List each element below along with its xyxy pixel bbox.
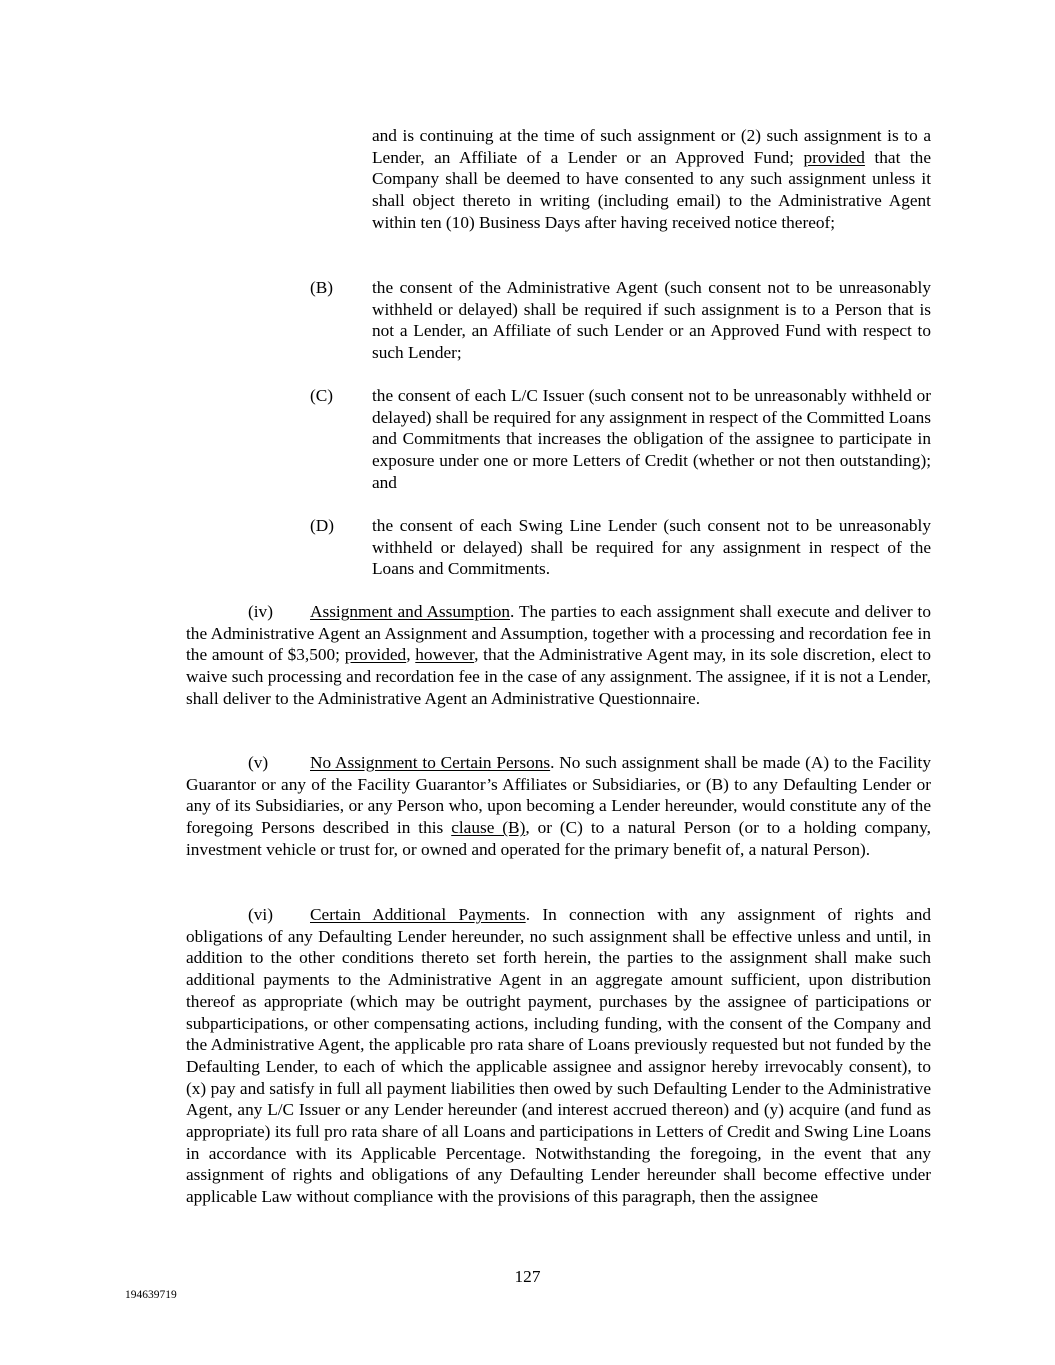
clause-reference: clause (B)	[451, 818, 526, 838]
section-text: , that the Administrative Agent may, in its sole discretion, elect to waive such processing and recordation fee in the case of any assignment. The assignee, if it is not a Lender, shall deliver to the Administrative Agent an Administrative Questionnaire.	[186, 645, 931, 708]
clause-label: (B)	[310, 278, 334, 297]
section-vi-paragraph	[186, 904, 931, 1208]
continuation-text-2: that the Company shall be deemed to have consented to any such assignment unless it shall object thereto in writing (including email) to the Administrative Agent within ten (10) Business Days after having received notice thereof;	[372, 147, 931, 232]
section-v-paragraph	[186, 752, 931, 861]
section-number: (v)	[248, 753, 269, 772]
section-text: . No such assignment shall be made (A) to the Facility Guarantor or any of the Facility Guarantor’s Affiliates or Subsidiaries, or (B) to any Defaulting Lender or any of its Subsidiaries, or any Person who, upon becoming a Lender hereunder, would constitute any of the foregoing Persons described in this	[186, 753, 931, 838]
section-text: , or (C) to a natural Person (or to a holding company, investment vehicle or trust for, or owned and operated for the primary benefit of, a natural Person).	[186, 818, 931, 859]
section-text: . The parties to each assignment shall execute and deliver to the Administrative Agent an Assignment and Assumption, together with a processing and recordation fee in the amount of $3,500;	[186, 602, 931, 665]
section-number: (iv)	[248, 602, 273, 621]
clause-label: (C)	[310, 386, 334, 405]
continuation-text: and is continuing at the time of such assignment or (2) such assignment is to a Lender, an Affiliate of a Lender or an Approved Fund;	[372, 126, 931, 167]
section-number: (vi)	[248, 905, 273, 924]
section-heading: No Assignment to Certain Persons	[310, 753, 551, 772]
section-heading: Assignment and Assumption	[310, 602, 510, 621]
section-text: . In connection with any assignment of rights and obligations of any Defaulting Lender hereunder, no such assignment shall be effective unless and until, in addition to the other conditions thereto set forth herein, the parties to the assignment shall make such additional payments to the Administrative Agent in an aggregate amount sufficient, upon distribution thereof as appropriate (which may be outright payment, purchases by the assignee of participations or subparticipations, or other compensating actions, including funding, with the consent of the Company and the Administrative Agent, the applicable pro rata share of Loans previously requested but not funded by the Defaulting Lender, to each of which the applicable assignee and assignor hereby irrevocably consent), to (x) pay and satisfy in full all payment liabilities then owed by such Defaulting Lender to the Administrative Agent, any L/C Issuer or any Lender hereunder (and interest accrued thereon) and (y) acquire (and fund as appropriate) its full pro rata share of all Loans and participations in Letters of Credit and Swing Line Loans in accordance with its Applicable Percentage. Notwithstanding the foregoing, in the event that any assignment of rights and obligations of any Defaulting Lender hereunder shall become effective under applicable Law without compliance with the provisions of this paragraph, then the assignee	[186, 905, 931, 1207]
section-iv-paragraph	[186, 601, 931, 710]
provided-term: provided	[803, 147, 865, 167]
clause-label: (D)	[310, 516, 334, 535]
however-term: however	[415, 645, 475, 665]
clause-text: the consent of the Administrative Agent (such consent not to be unreasonably withheld or delayed) shall be required if such assignment is to a Person that is not a Lender, an Affiliate of such Lender or an Approved Fund with respect to such Lender;	[372, 278, 931, 363]
continuation-paragraph	[372, 125, 931, 234]
page-number: 127	[514, 1267, 541, 1286]
document-id: 194639719	[125, 1289, 177, 1301]
clause-text: the consent of each L/C Issuer (such consent not to be unreasonably withheld or delayed) shall be required for any assignment in respect of the Committed Loans and Commitments that increases the obligation of the assignee to participate in exposure under one or more Letters of Credit (whether or not then outstanding); and	[372, 386, 931, 492]
section-heading: Certain Additional Payments	[310, 905, 526, 924]
section-text: ,	[406, 645, 416, 665]
provided-term: provided	[344, 645, 407, 665]
clause-text: the consent of each Swing Line Lender (such consent not to be unreasonably withheld or delayed) shall be required for any assignment in respect of the Loans and Commitments.	[372, 516, 931, 579]
